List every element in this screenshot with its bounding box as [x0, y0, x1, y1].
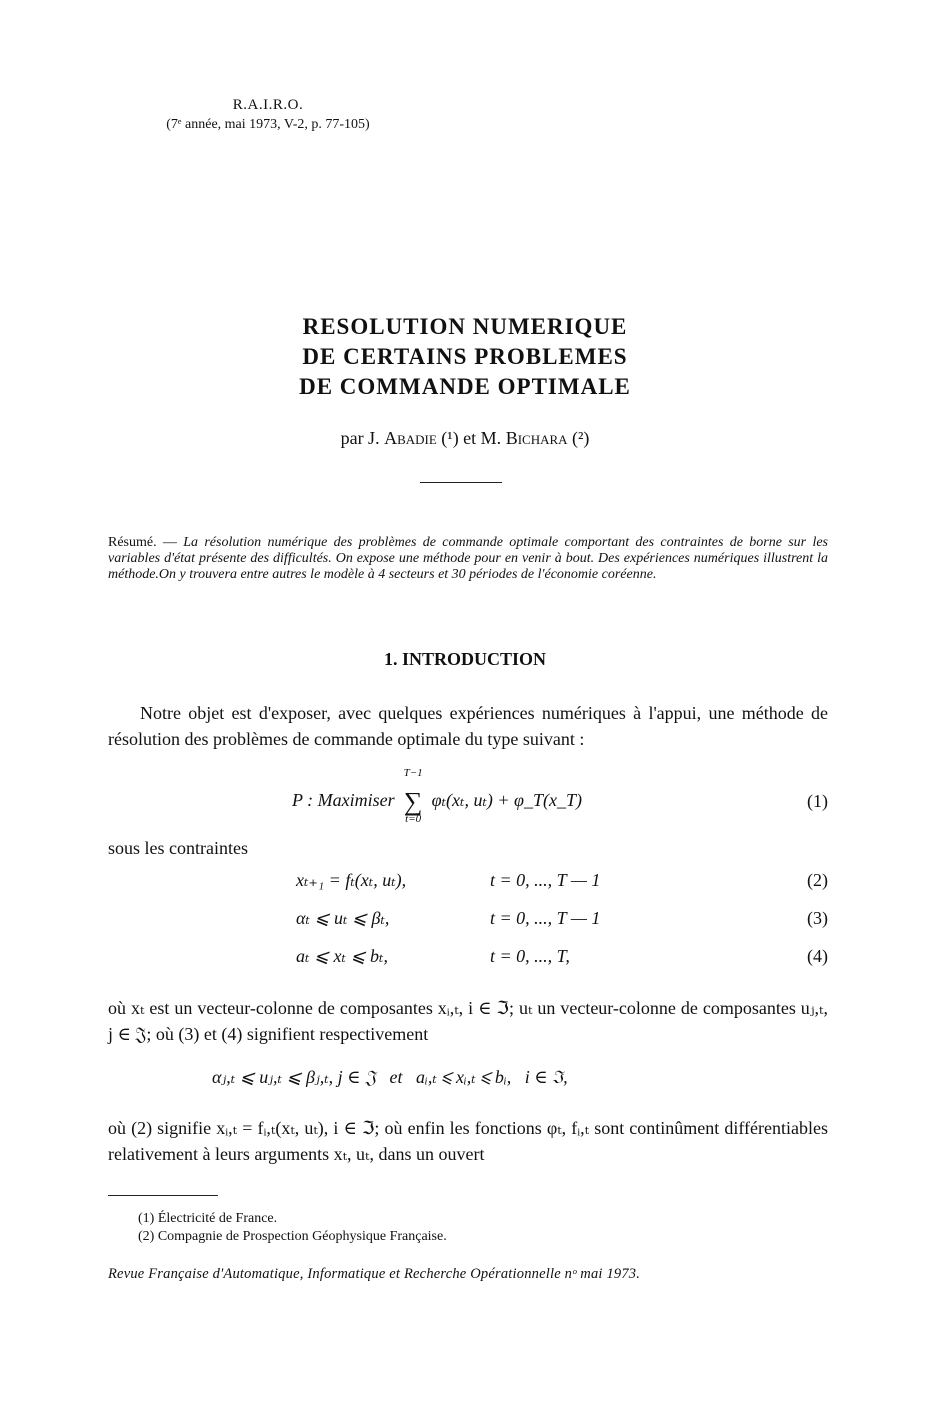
journal-name: R.A.I.R.O.: [232, 97, 304, 113]
sum-lower-limit: t=0: [405, 813, 422, 825]
title-line-1: RESOLUTION NUMERIQUE: [302, 314, 628, 339]
sum-upper-limit: T−1: [403, 767, 423, 779]
author-2-ref: (²): [567, 428, 590, 448]
journal-issue: (7ᵉ année, mai 1973, V-2, p. 77-105): [166, 117, 370, 132]
equation-2-range: t = 0, ..., T — 1: [490, 870, 601, 890]
equation-3-expr: αₜ ⩽ uₜ ⩽ βₜ,: [296, 908, 390, 928]
constraints-label: sous les contraintes: [108, 838, 248, 858]
equation-4-range: t = 0, ..., T,: [490, 946, 570, 966]
author-1-ref: (¹) et M.: [436, 428, 506, 448]
equation-2-expr: xₜ₊₁ = fₜ(xₜ, uₜ),: [296, 870, 407, 890]
equation-4-expr: aₜ ⩽ xₜ ⩽ bₜ,: [296, 946, 388, 966]
summation: [399, 767, 427, 825]
equation-1: [292, 767, 583, 825]
title-divider: [420, 482, 502, 483]
journal-header: [108, 96, 428, 134]
intro-paragraph: Notre objet est d'exposer, avec quelques expériences numériques à l'appui, une méthode de résolution des problèmes de commande optimale du type suivant :: [108, 703, 828, 749]
eq1-rhs: φₜ(xₜ, uₜ) + φ_T(x_T): [431, 790, 583, 811]
footnote-2: (2) Compagnie de Prospection Géophysique Française.: [138, 1229, 447, 1244]
abstract: [108, 535, 828, 583]
eq1-lhs: P : Maximiser: [292, 790, 395, 811]
title-line-3: DE COMMANDE OPTIMALE: [299, 374, 631, 399]
equation-3-number: (3): [807, 908, 828, 928]
definition-paragraph-1: où xₜ est un vecteur-colonne de composantes xᵢ,ₜ, i ∈ ℑ; uₜ un vecteur-colonne de composantes uⱼ,ₜ, j ∈ 𝔍; où (3) et (4) signifient respectivement: [108, 998, 828, 1044]
author-2: Bichara: [505, 428, 568, 448]
journal-footer: Revue Française d'Automatique, Informatique et Recherche Opérationnelle nᵒ mai 1973.: [108, 1266, 641, 1282]
definition-paragraph-2: où (2) signifie xᵢ,ₜ = fᵢ,ₜ(xₜ, uₜ), i ∈ ℑ; où enfin les fonctions φₜ, fᵢ,ₜ sont continûment différentiables relativement à leurs arguments xₜ, uₜ, dans un ouvert: [108, 1118, 828, 1164]
title-line-2: DE CERTAINS PROBLEMES: [302, 344, 628, 369]
footnote-divider: [108, 1195, 218, 1196]
bounds-equation: αⱼ,ₜ ⩽ uⱼ,ₜ ⩽ βⱼ,ₜ, j ∈ 𝔍 et aᵢ,ₜ ⩽ xᵢ,ₜ ⩽ bᵢ, i ∈ ℑ,: [212, 1067, 568, 1087]
equation-1-number: (1): [807, 791, 828, 811]
equation-4-number: (4): [807, 946, 828, 966]
sigma-icon: ∑: [403, 787, 423, 816]
abstract-text: La résolution numérique des problèmes de commande optimale comportant des contraintes de borne sur les variables d'état présente des difficultés. On expose une méthode pour en venir à bout. Des expériences numériques illustrent la méthode.On y trouvera entre autres le modèle à 4 secteurs et 30 périodes de l'économie coréenne.: [108, 535, 829, 582]
paper-title: [180, 312, 750, 402]
authors-prefix: par J.: [340, 428, 385, 448]
section-heading: 1. INTRODUCTION: [383, 649, 547, 669]
equation-2-number: (2): [807, 870, 828, 890]
authors-line: [200, 428, 730, 449]
abstract-label: Résumé. —: [108, 535, 184, 550]
footnote-1: (1) Électricité de France.: [138, 1211, 278, 1226]
equation-3-range: t = 0, ..., T — 1: [490, 908, 601, 928]
author-1: Abadie: [384, 428, 437, 448]
